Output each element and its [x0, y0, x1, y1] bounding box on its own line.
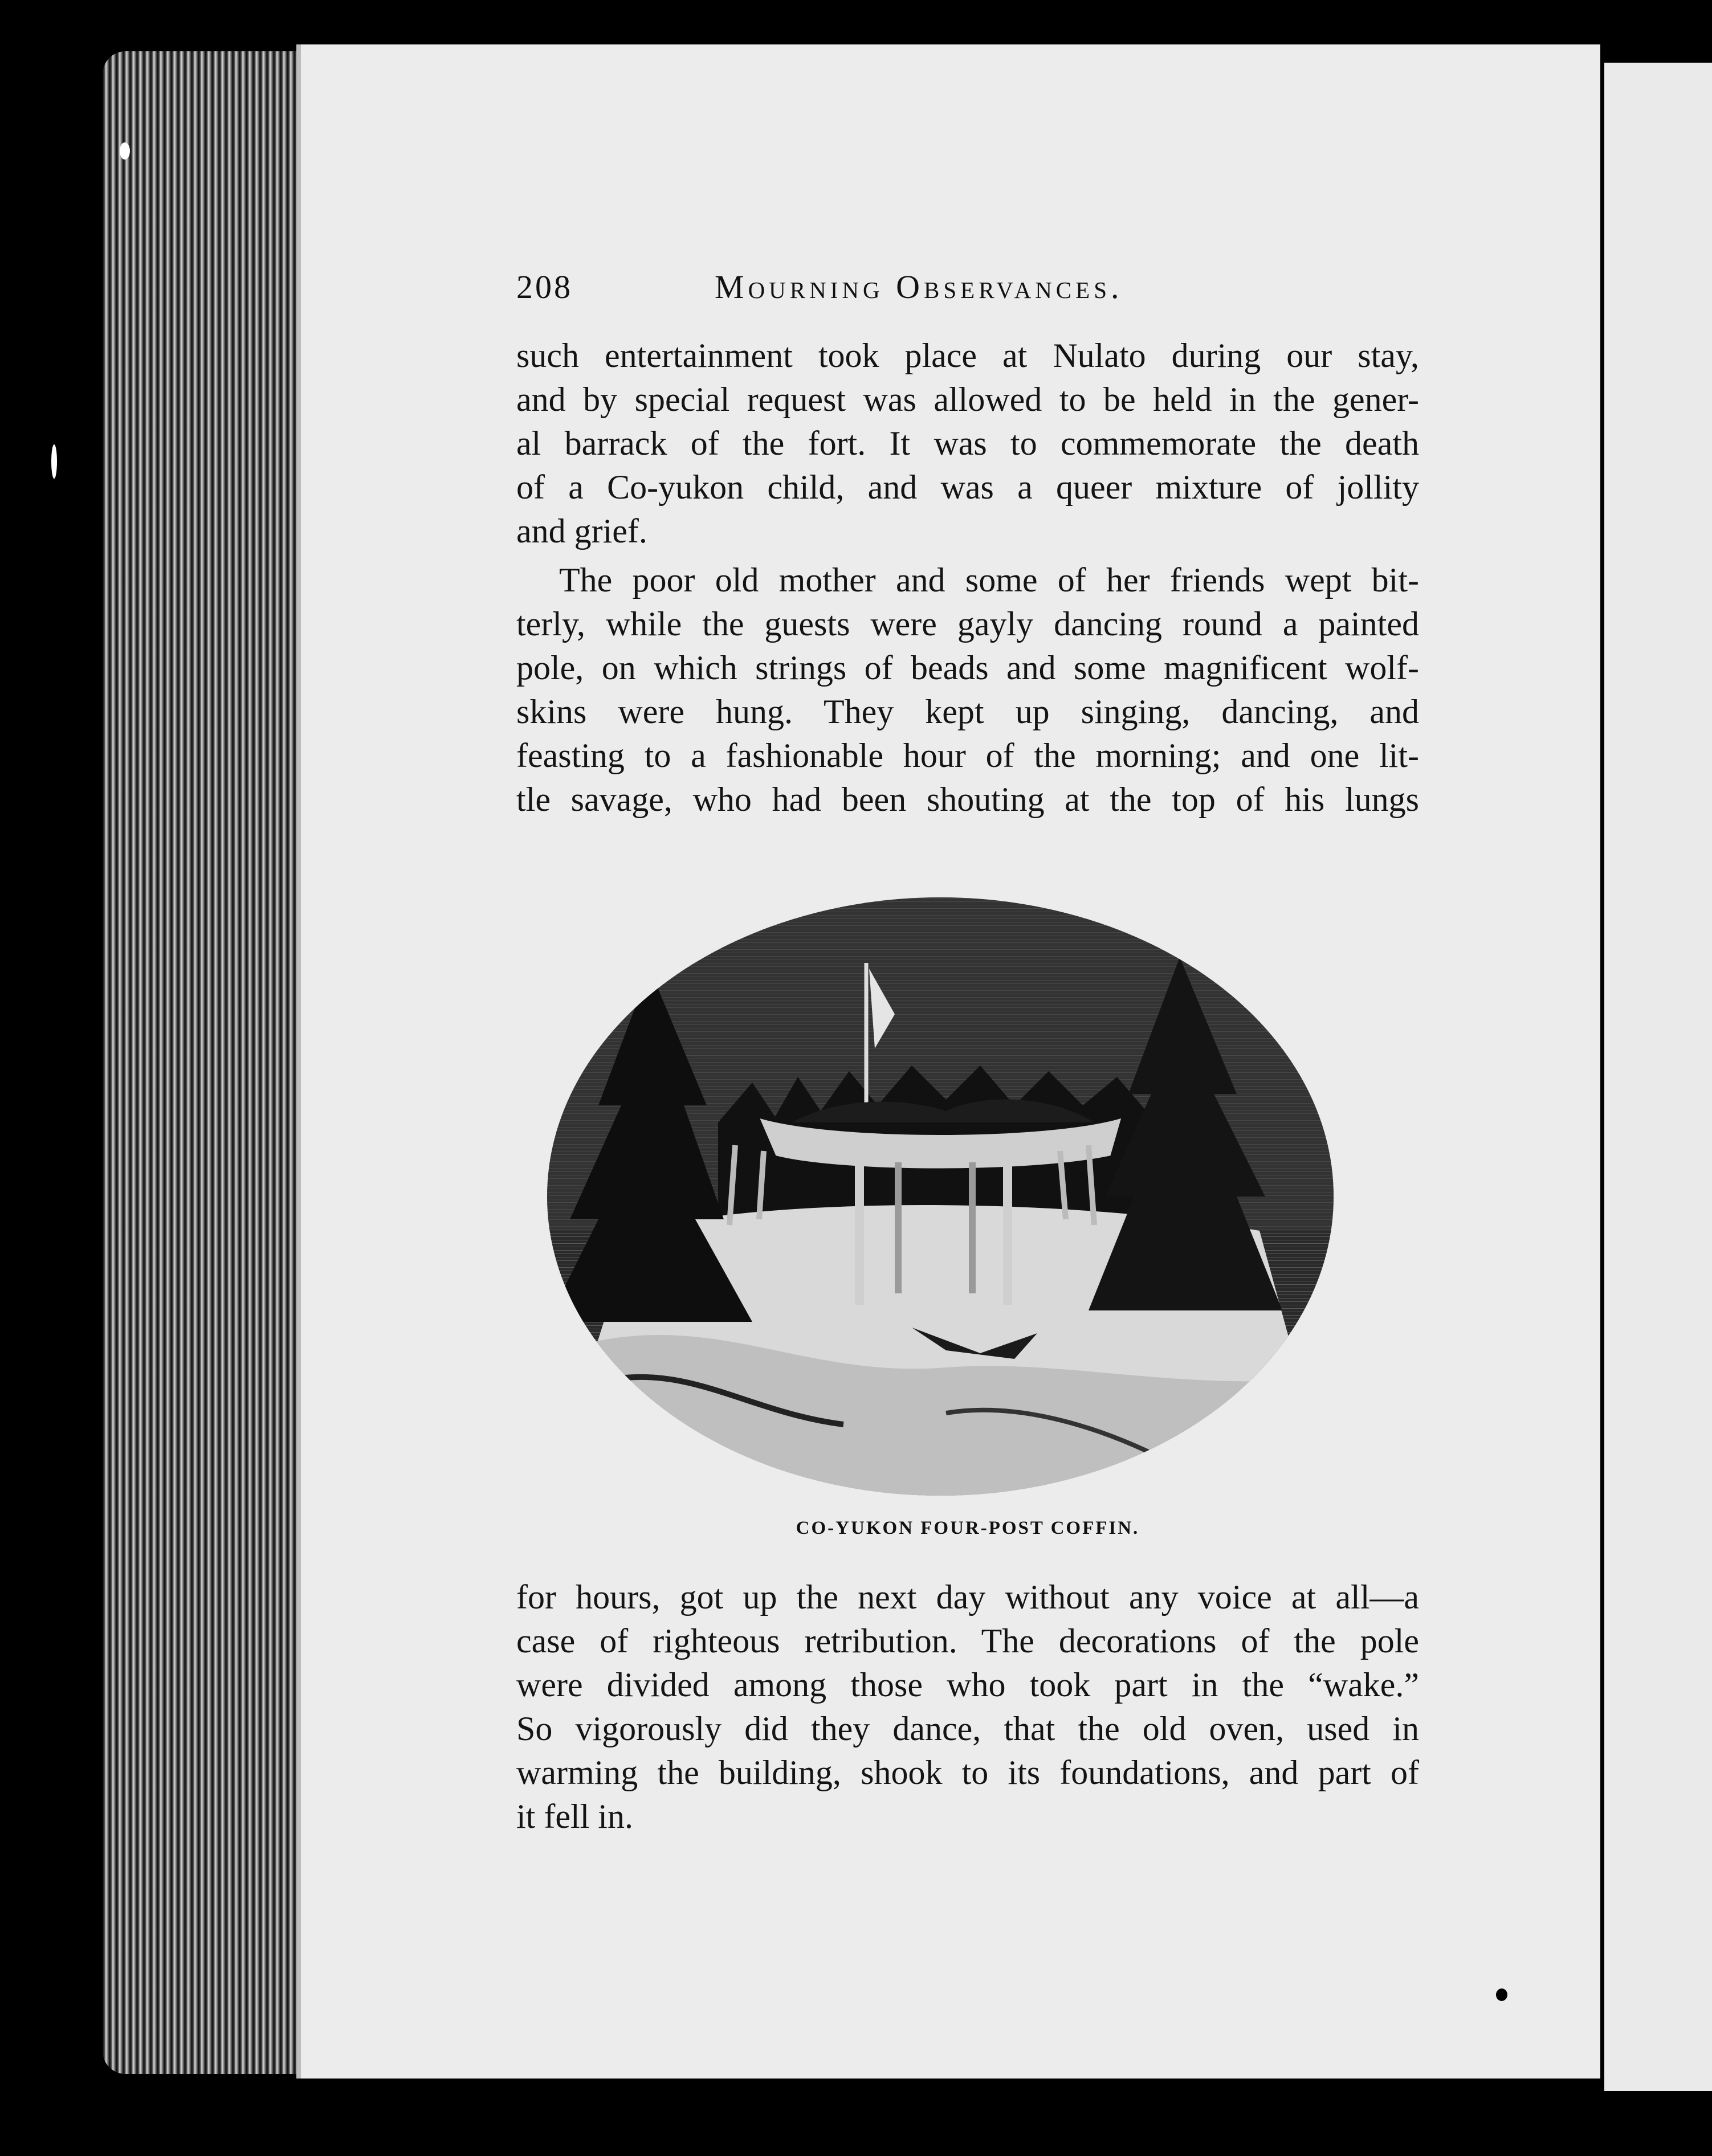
text-line: So vigorously did they dance, that the old oven, used in	[516, 1710, 1419, 1747]
text-line: of a Co-yukon child, and was a queer mixture of jollity	[516, 468, 1419, 506]
text-line: and by special request was allowed to be held in the gener-	[516, 381, 1419, 418]
text-line: and grief.	[516, 512, 647, 550]
text-line: skins were hung. They kept up singing, dancing, and	[516, 693, 1419, 730]
text-line: feasting to a fashionable hour of the morning; and one lit-	[516, 737, 1419, 774]
coffin-engraving	[547, 877, 1334, 1501]
running-head: Mourning Observances.	[715, 268, 1123, 305]
facing-page-edge	[1604, 63, 1712, 2091]
text-line: terly, while the guests were gayly dancing round a painted	[516, 605, 1419, 643]
text-line: it fell in.	[516, 1798, 633, 1835]
text-line: for hours, got up the next day without any voice at all—a	[516, 1578, 1419, 1616]
text-line: case of righteous retribution. The decorations of the pole	[516, 1622, 1419, 1660]
book-page-edges	[103, 51, 319, 2074]
paragraph	[516, 558, 1419, 822]
text-line: al barrack of the fort. It was to commemorate the death	[516, 424, 1419, 462]
scan-speck	[51, 444, 57, 479]
text-line: such entertainment took place at Nulato during our stay,	[516, 337, 1419, 374]
text-line: The poor old mother and some of her friends wept bit-	[559, 561, 1419, 599]
text-line: pole, on which strings of beads and some magnificent wolf-	[516, 649, 1419, 687]
paragraph-continued	[516, 1575, 1419, 1839]
text-line: warming the building, shook to its foundations, and part of	[516, 1754, 1419, 1791]
paragraph-continued	[516, 334, 1419, 553]
figure-caption: CO-YUKON FOUR-POST COFFIN.	[796, 1518, 1140, 1538]
scan-speck	[120, 142, 130, 160]
page-header	[516, 268, 1419, 319]
scan-speck	[1496, 1988, 1507, 2001]
text-line: tle savage, who had been shouting at the top of his lungs	[516, 781, 1419, 818]
page-number: 208	[516, 268, 573, 305]
text-line: were divided among those who took part in the “wake.”	[516, 1666, 1419, 1704]
